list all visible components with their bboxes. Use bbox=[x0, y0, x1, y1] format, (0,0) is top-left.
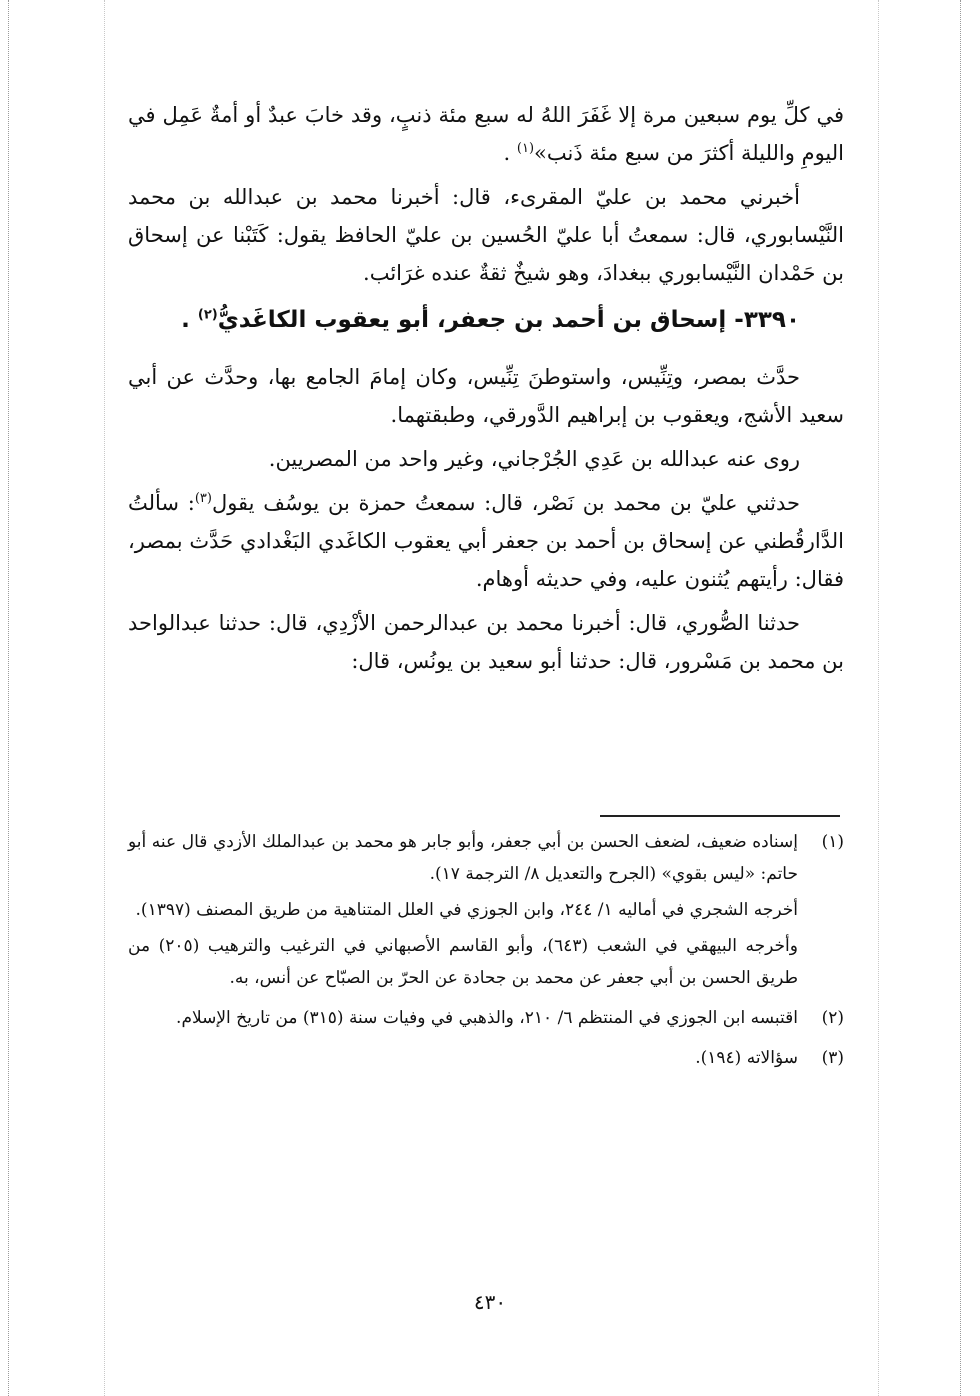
margin-guide-right bbox=[960, 0, 962, 1396]
footnotes bbox=[128, 826, 844, 1082]
paragraph-6: حدثنا الصُّوري، قال: أخبرنا محمد بن عبدالرحمن الأزْدِي، قال: حدثنا عبدالواحد بن محمد بن مَسْرور، قال: حدثنا أبو سعيد بن يونُس، قال: bbox=[128, 611, 844, 673]
footnote-text: سؤالاته (١٩٤). bbox=[695, 1048, 798, 1068]
paragraph-4: روى عنه عبدالله بن عَدِي الجُرْجاني، وغير واحد من المصريين. bbox=[268, 447, 800, 471]
paragraph-2: أخبرني محمد بن عليّ المقرىء، قال: أخبرنا محمد بن عبدالله بن محمد النَّيْسابوري، قال: سمعتُ أبا عليّ الحُسين بن عليّ الحافظ يقول: كَتَبْنا عن إسحاق بن حَمْدان النَّيْسابوري ببغدادَ، وهو شيخٌ ثقةٌ عنده غرَائب. bbox=[128, 185, 844, 285]
paragraph-1: في كلِّ يوم سبعين مرة إلا غَفَرَ اللهُ له سبع مئة ذنبٍ، وقد خابَ عبدٌ أو أمةٌ عَمِل في اليومِ والليلة أكثرَ من سبع مئة ذَنب»$^{(١)}$ . bbox=[128, 103, 844, 165]
footnote-text: إسناده ضعيف، لضعف الحسن بن أبي جعفر، وأبو جابر هو محمد بن عبدالملك الأزدي قال عنه أبو حاتم: «ليس بقوي» (الجرح والتعديل ٨/ الترجمة ١٧). bbox=[128, 832, 798, 884]
paragraph-5: حدثني عليّ بن محمد بن نَصْر، قال: سمعتُ حمزة بن يوسُف يقول$^{(٣)}$: سألتُ الدَّارقُطني عن إسحاق بن أحمد بن جعفر أبي يعقوب الكاغَدي البَغْدادي حَدَّث بمصر، فقال: رأيتهم يُثنون عليه، وفي حديثه أوهام. bbox=[128, 491, 844, 591]
footnote-number: (٢) bbox=[821, 1008, 844, 1028]
footnote-text: اقتبسه ابن الجوزي في المنتظم ٦/ ٢١٠، والذهبي في وفيات سنة (٣١٥) من تاريخ الإسلام. bbox=[176, 1008, 798, 1028]
footnote-number: (١) bbox=[821, 832, 844, 852]
main-text bbox=[128, 96, 844, 686]
paragraph-3: حدَّث بمصر، وتِنِّيس، واستوطنَ تِنِّيس، وكان إمامَ الجامع بها، وحدَّث عن أبي سعيد الأشج، ويعقوب بن إبراهيم الدَّورقي، وطبقتهما. bbox=[128, 365, 844, 427]
footnote-number: (٣) bbox=[821, 1048, 844, 1068]
margin-guide-left-inner bbox=[104, 0, 106, 1396]
margin-guide-left bbox=[8, 0, 10, 1396]
footnote-text: أخرجه الشجري في أماليه ١/ ٢٤٤، وابن الجوزي في العلل المتناهية من طريق المصنف (١٣٩٧). bbox=[135, 900, 798, 920]
entry-heading: ٣٣٩٠- إسحاق بن أحمد بن جعفر، أبو يعقوب الكاغَديُّ$^{(٢)}$ . bbox=[181, 307, 800, 333]
footnote-1 bbox=[128, 826, 844, 998]
footnote-ref-3: (٣) bbox=[194, 491, 212, 506]
footnote-ref-2: (٢) bbox=[197, 307, 218, 323]
footnote-3 bbox=[128, 1042, 844, 1078]
margin-guide-right-inner bbox=[878, 0, 880, 1396]
footnote-text: وأخرجه البيهقي في الشعب (٦٤٣)، وأبو القاسم الأصبهاني في الترغيب والترهيب (٢٠٥) من طريق الحسن بن أبي جعفر عن محمد بن جحادة عن الحرّ بن الصبّاح عن أنس، به. bbox=[128, 936, 798, 988]
footnote-separator bbox=[600, 815, 840, 817]
footnote-2 bbox=[128, 1002, 844, 1038]
footnote-ref-1: (١) bbox=[516, 141, 535, 156]
page-number: ٤٣٠ bbox=[473, 1290, 507, 1314]
